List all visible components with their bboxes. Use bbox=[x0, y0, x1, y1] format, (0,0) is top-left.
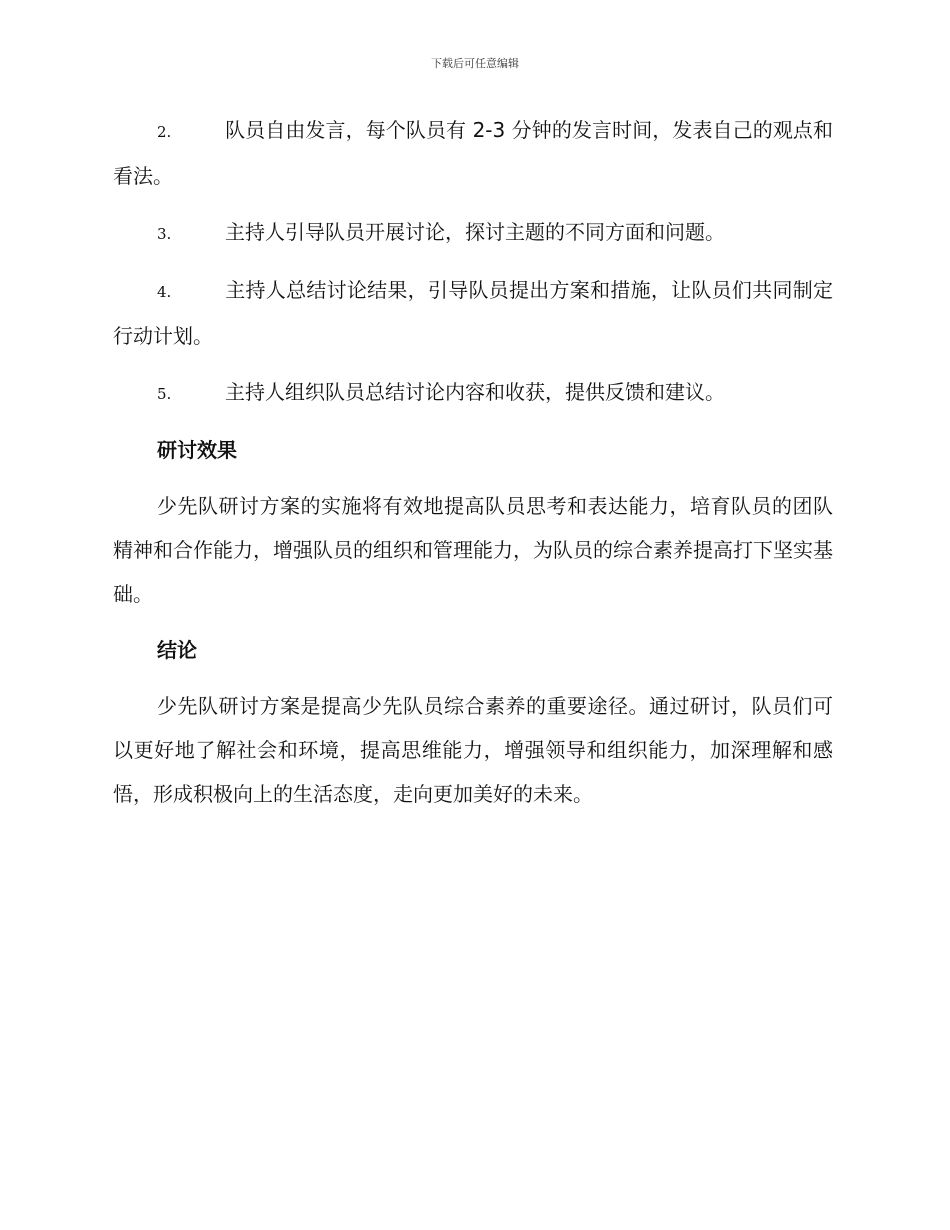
list-item-text: 队员自由发言，每个队员有 2-3 分钟的发言时间，发表自己的观点和看法。 bbox=[113, 118, 833, 188]
list-item-text: 主持人引导队员开展讨论，探讨主题的不同方面和问题。 bbox=[225, 220, 725, 244]
section-paragraph-effects: 少先队研讨方案的实施将有效地提高队员思考和表达能力，培育队员的团队精神和合作能力，增强队员的组织和管理能力，为队员的综合素养提高打下坚实基础。 bbox=[113, 494, 833, 606]
section-heading-effects: 研讨效果 bbox=[157, 438, 237, 462]
list-item-number: 3. bbox=[157, 225, 172, 243]
list-item-text: 主持人组织队员总结讨论内容和收获，提供反馈和建议。 bbox=[225, 380, 725, 404]
section-heading-conclusion: 结论 bbox=[157, 638, 197, 662]
list-item bbox=[113, 370, 833, 416]
list-item-number: 2. bbox=[157, 123, 172, 141]
list-item-text: 主持人总结讨论结果，引导队员提出方案和措施，让队员们共同制定行动计划。 bbox=[113, 278, 833, 348]
document-body bbox=[113, 108, 833, 828]
page-header: 下载后可任意编辑 bbox=[431, 57, 519, 70]
list-item bbox=[113, 268, 833, 358]
list-item-number: 5. bbox=[157, 385, 172, 403]
section-paragraph-conclusion: 少先队研讨方案是提高少先队员综合素养的重要途径。通过研讨，队员们可以更好地了解社会和环境，提高思维能力，增强领导和组织能力，加深理解和感悟，形成积极向上的生活态度，走向更加美好的未来。 bbox=[113, 694, 833, 806]
list-item bbox=[113, 210, 833, 256]
list-item bbox=[113, 108, 833, 198]
list-item-number: 4. bbox=[157, 283, 172, 301]
